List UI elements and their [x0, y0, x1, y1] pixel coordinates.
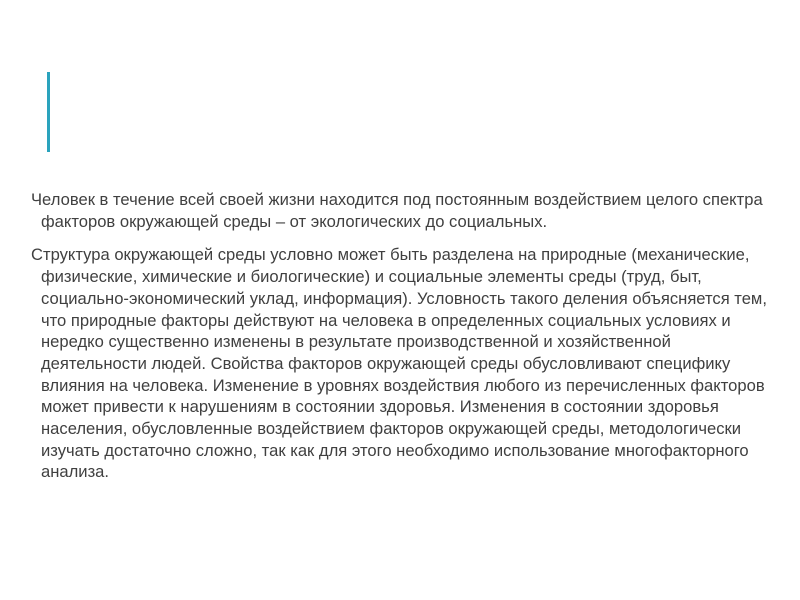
slide-body: [30, 189, 780, 495]
paragraph-intro: Человек в течение всей своей жизни находится под постоянным воздействием целого спектра факторов окружающей среды – от экологических до социальных.: [31, 190, 763, 231]
paragraph-structure: Структура окружающей среды условно может быть разделена на природные (механические, физические, химические и биологические) и социальные элементы среды (труд, быт, социально-экономический уклад, информация). Условность такого деления объясняется тем, что природные факторы действуют на человека в определенных социальных условиях и нередко существенно изменены в результате производственной и хозяйственной деятельности людей. Свойства факторов окружающей среды обусловливают специфику влияния на человека. Изменение в уровнях воздействия любого из перечисленных факторов может привести к нарушениям в состоянии здоровья. Изменения в состоянии здоровья населения, обусловленные воздействием факторов окружающей среды, методологически изучать достаточно сложно, так как для этого необходимо использование многофакторного анализа.: [31, 245, 767, 482]
title-accent-bar: [47, 72, 50, 152]
